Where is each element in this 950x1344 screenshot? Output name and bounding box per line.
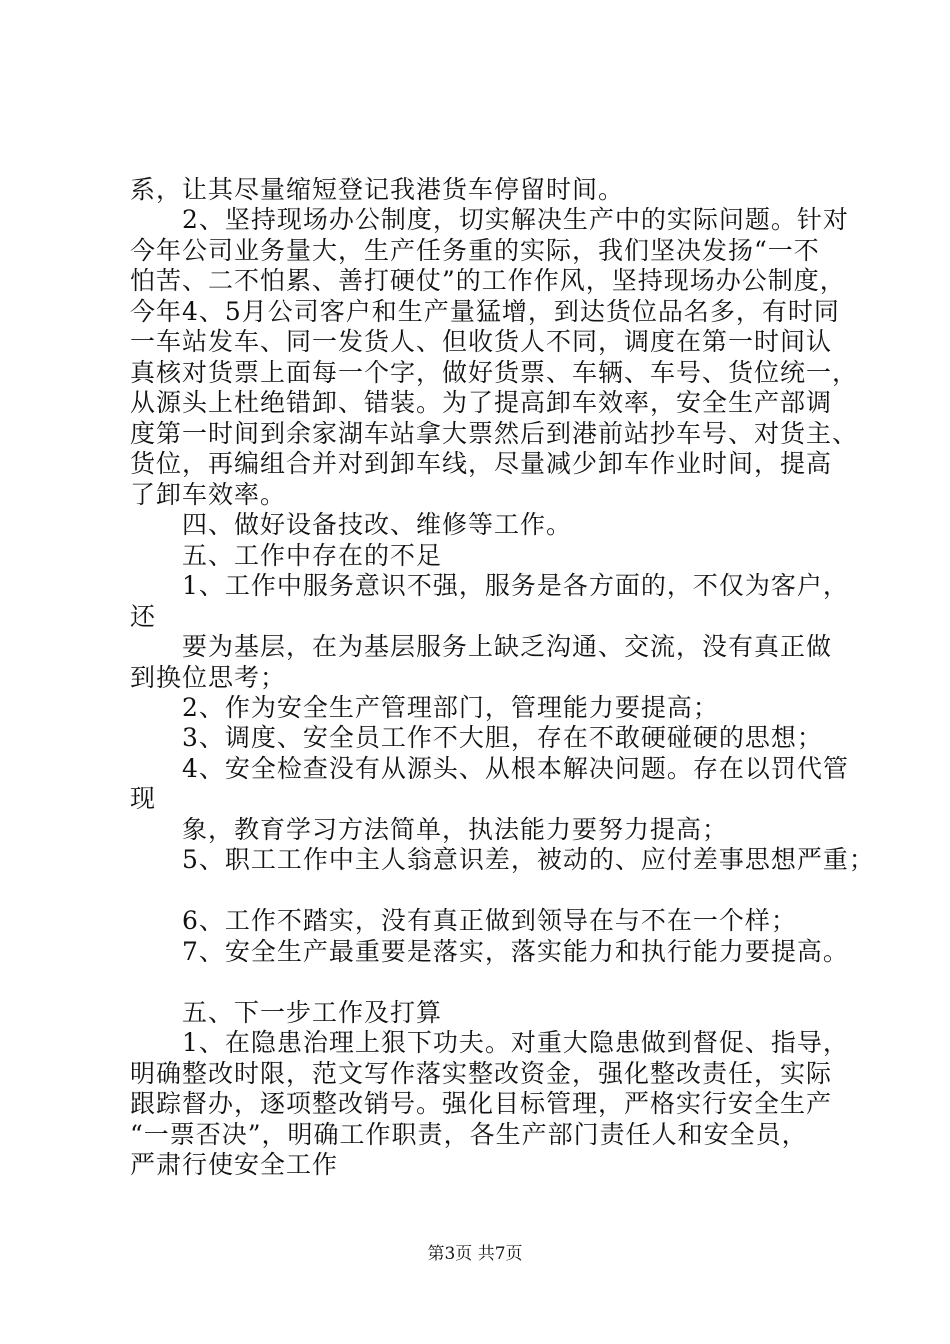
page-footer: 第3页 共7页 <box>427 1244 523 1264</box>
text-line: 还 <box>130 602 157 631</box>
text-line: “一票否决”，明确工作职责，各生产部门责任人和安全员， <box>130 1120 808 1149</box>
text-line: 2、坚持现场办公制度，切实解决生产中的实际问题。针对 <box>130 205 849 234</box>
text-line: 象，教育学习方法简单，执法能力要努力提高； <box>130 815 729 844</box>
text-line: 3、调度、安全员工作不大胆，存在不敢硬碰硬的思想； <box>130 723 823 752</box>
text-line: 今年4、5月公司客户和生产量猛增，到达货位品名多，有时同 <box>130 297 840 326</box>
text-line: 7、安全生产最重要是落实，落实能力和执行能力要提高。 <box>130 937 849 966</box>
text-line: 明确整改时限，范文写作落实整改资金，强化整改责任，实际 <box>130 1059 833 1088</box>
text-line: 1、在隐患治理上狠下功夫。对重大隐患做到督促、指导， <box>130 1028 849 1057</box>
text-line: 要为基层，在为基层服务上缺乏沟通、交流，没有真正做 <box>130 632 833 661</box>
text-line: 了卸车效率。 <box>130 480 287 509</box>
text-line: 今年公司业务量大，生产任务重的实际，我们坚决发扬“一不 <box>130 236 820 265</box>
text-line: 5、职工工作中主人翁意识差，被动的、应付差事思想严重； <box>130 845 875 874</box>
text-line: 现 <box>130 784 157 813</box>
text-line: 到换位思考； <box>130 663 287 692</box>
text-line: 度第一时间到余家湖车站拿大票然后到港前站抄车号、对货主、 <box>130 419 859 448</box>
text-line: 严肃行使安全工作 <box>130 1150 339 1179</box>
text-line: 6、工作不踏实，没有真正做到领导在与不在一个样； <box>130 906 797 935</box>
text-line: 2、作为安全生产管理部门，管理能力要提高； <box>130 693 719 722</box>
text-line: 1、工作中服务意识不强，服务是各方面的，不仅为客户， <box>130 571 849 600</box>
text-line: 系，让其尽量缩短登记我港货车停留时间。 <box>130 175 625 204</box>
text-line: 货位，再编组合并对到卸车线，尽量减少卸车作业时间，提高 <box>130 449 833 478</box>
text-line: 五、下一步工作及打算 <box>130 998 443 1027</box>
text-line: 五、工作中存在的不足 <box>130 541 443 570</box>
text-line: 一车站发车、同一发货人、但收货人不同，调度在第一时间认 <box>130 327 833 356</box>
text-line: 从源头上杜绝错卸、错装。为了提高卸车效率，安全生产部调 <box>130 388 833 417</box>
text-line: 真核对货票上面每一个字，做好货票、车辆、车号、货位统一， <box>130 358 859 387</box>
text-line: 跟踪督办，逐项整改销号。强化目标管理，严格实行安全生产 <box>130 1089 833 1118</box>
text-line: 怕苦、二不怕累、善打硬仗”的工作作风，坚持现场办公制度， <box>130 266 846 295</box>
text-line: 4、安全检查没有从源头、从根本解决问题。存在以罚代管 <box>130 754 849 783</box>
text-line: 四、做好设备技改、维修等工作。 <box>130 510 573 539</box>
